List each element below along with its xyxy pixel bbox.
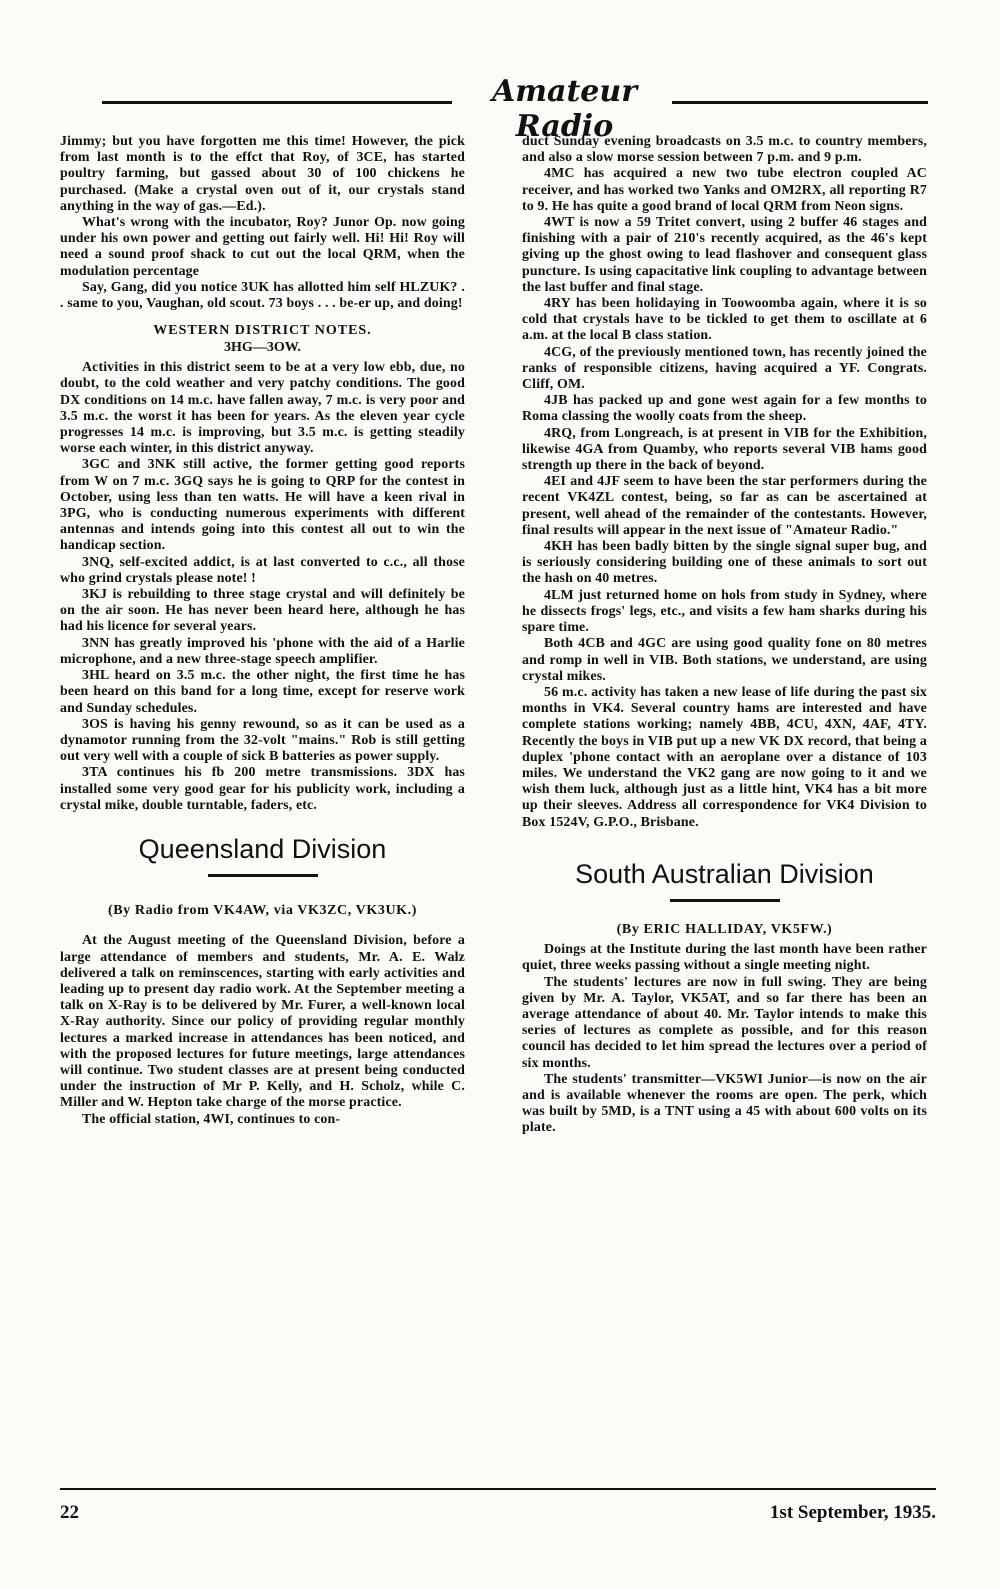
south-australian-byline: (By ERIC HALLIDAY, VK5FW.) xyxy=(616,921,833,937)
paragraph: 4KH has been badly bitten by the single signal super bug, and is seriously considering building one of these animals to sort out the hash on 40 metres. xyxy=(522,539,927,587)
masthead-rule-left xyxy=(102,101,452,104)
western-district-heading: WESTERN DISTRICT NOTES. xyxy=(153,323,372,339)
queensland-byline: (By Radio from VK4AW, via VK3ZC, VK3UK.) xyxy=(107,902,418,918)
paragraph: duct Sunday evening broadcasts on 3.5 m.c. to country members, and also a slow morse session between 7 p.m. and 9 p.m. xyxy=(522,134,927,166)
paragraph: Both 4CB and 4GC are using good quality fone on 80 metres and romp in well in VIB. Both stations, we understand, are using crystal mikes. xyxy=(522,636,927,684)
paragraph: Doings at the Institute during the last month have been rather quiet, three weeks passing without a single meeting night. xyxy=(522,942,927,974)
paragraph: At the August meeting of the Queensland Division, before a large attendance of members and students, Mr. A. E. Walz delivered a talk on reminscences, starting with early activities and leading up to present day radio work. At the September meeting a talk on X-Ray is to be delivered by Mr. Furer, a well-known local X-Ray authority. Since our policy of providing regular monthly lectures a marked increase in attendances has been noticed, and with the proposed lectures for future meetings, large attendances will continue. Two student classes are at present being conducted under the instruction of Mr P. Kelly, and H. Scholz, while C. Miller and W. Hepton take charge of the morse practice. xyxy=(60,933,465,1111)
paragraph: 3TA continues his fb 200 metre transmissions. 3DX has installed some very good gear for his publicity work, including a crystal mike, double turntable, faders, etc. xyxy=(60,765,465,813)
paragraph: 3NN has greatly improved his 'phone with the aid of a Harlie microphone, and a new three-stage speech amplifier. xyxy=(60,635,465,667)
paragraph: 4RY has been holidaying in Toowoomba again, where it is so cold that crystals have to be tickled to get them to oscillate at 6 a.m. at the local B class station. xyxy=(522,296,927,344)
paragraph: 56 m.c. activity has taken a new lease of life during the past six months in VK4. Several country hams are interested and have complete stations working; namely 4BB, 4CU, 4XN, 4AF, 4TY. Recently the boys in VIB put up a new VK DX record, that being a duplex 'phone contact with an aeroplane over a distance of 103 miles. We understand the VK2 gang are now going to it and we wish them luck, although just as a little hint, VK4 has a bit more up their sleeves. Address all correspondence for VK4 Division to Box 1524V, G.P.O., Brisbane. xyxy=(522,684,927,830)
issue-date: 1st September, 1935. xyxy=(769,1502,936,1523)
paragraph: 4EI and 4JF seem to have been the star performers during the recent VK4ZL contest, being, so far as can be ascertained at present, well ahead of the remainder of the contestants. However, final results will appear in the next issue of "Amateur Radio." xyxy=(522,474,927,538)
paragraph: Activities in this district seem to be at a very low ebb, due, no doubt, to the cold weather and very patchy conditions. The good DX conditions on 14 m.c. have fallen away, 7 m.c. is very poor and 3.5 m.c. the worst it has been for years. As the eleven year cycle progresses 14 m.c. is improving, but 3.5 m.c. is getting steadily worse each winter, in this district anyway. xyxy=(60,360,465,457)
paragraph: 3KJ is rebuilding to three stage crystal and will definitely be on the air soon. He has never been heard here, although he has had his licence for several years. xyxy=(60,587,465,635)
masthead-title: Amateur Radio xyxy=(491,74,638,144)
south-australian-division-title: South Australian Division xyxy=(575,858,874,889)
paragraph: 3GC and 3NK still active, the former getting good reports from W on 7 m.c. 3GQ says he is going to QRP for the contest in October, using less than ten watts. He will have a keen rival in 3PG, who is conducting numerous experiments with different antennas and intends going into this contest all out to win the handicap section. xyxy=(60,457,465,554)
queensland-division-title: Queensland Division xyxy=(138,833,387,864)
paragraph: 4MC has acquired a new two tube electron coupled AC receiver, and has worked two Yanks and OM2RX, all reporting R7 to 9. He has quite a good brand of local QRM from Neon signs. xyxy=(522,166,927,214)
masthead xyxy=(72,74,928,144)
paragraph: Jimmy; but you have forgotten me this time! However, the pick from last month is to the effct that Roy, of 3CE, has started poultry farming, but gassed about 30 of 100 chickens he purchased. (Make a crystal oven out of it, our crystals stand anything in the way of gas.—Ed.). xyxy=(60,134,465,214)
paragraph: 4WT is now a 59 Tritet convert, using 2 buffer 46 stages and finishing with a pair of 210's recently acquired, as the 46's kept giving up the ghost owing to lead flashover and consequent glass puncture. Is using capacitative link coupling to advantage between the last buffer and final stage. xyxy=(522,215,927,295)
paragraph: Say, Gang, did you notice 3UK has allotted him self HLZUK? . . same to you, Vaughan, old scout. 73 boys . . . be-er up, and doing! xyxy=(60,279,465,312)
left-column xyxy=(60,134,465,1128)
page-number: 22 xyxy=(60,1502,79,1523)
paragraph: 4RQ, from Longreach, is at present in VIB for the Exhibition, likewise 4GA from Quamby, who reports several VIB hams good strength up there in the back of beyond. xyxy=(522,425,927,474)
paragraph: 3NQ, self-excited addict, is at last converted to c.c., all those who grind crystals please note! ! xyxy=(60,554,465,586)
paragraph: 4CG, of the previously mentioned town, has recently joined the ranks of responsible citizens, having acquired a YF. Congrats. Cliff, OM. xyxy=(522,344,927,393)
paragraph: The students' transmitter—VK5WI Junior—is now on the air and is available whenever the rooms are open. The perk, which was built by 5MD, is a TNT using a 45 with about 600 volts on its plate. xyxy=(522,1071,927,1136)
footer-rule xyxy=(60,1488,936,1490)
paragraph: The official station, 4WI, continues to con- xyxy=(82,1111,341,1127)
paragraph: 3OS is having his genny rewound, so as it can be used as a dynamotor running from the 32-volt "mains." Rob is still getting out very well with a couple of sick B batteries as power supply. xyxy=(60,716,465,765)
paragraph: What's wrong with the incubator, Roy? Junor Op. now going under his own power and getting out fairly well. Hi! Hi! Roy will need a sound proof shack to cut out the local QRM, when the modulation percentage xyxy=(60,215,465,279)
paragraph: 4JB has packed up and gone west again for a few months to Roma classing the woolly coats from the sheep. xyxy=(522,393,927,425)
right-column xyxy=(522,134,927,1137)
paragraph: 3HL heard on 3.5 m.c. the other night, the first time he has been heard on this band for a long time, except for reserve work and Sunday schedules. xyxy=(60,668,465,716)
paragraph: The students' lectures are now in full swing. They are being given by Mr. A. Taylor, VK5AT, and so far there has been an average attendance of about 40. Mr. Taylor intends to make this series of lectures as complete as possible, and for this reason council has decided to let him spread the lectures over a period of six months. xyxy=(522,974,927,1071)
paragraph: 4LM just returned home on hols from study in Sydney, where he dissects frogs' legs, etc., and visits a few ham sharks during his spare time. xyxy=(522,587,927,636)
western-district-subheading: 3HG—3OW. xyxy=(224,340,301,356)
page-footer xyxy=(60,1488,936,1528)
masthead-rule-right xyxy=(672,101,928,104)
